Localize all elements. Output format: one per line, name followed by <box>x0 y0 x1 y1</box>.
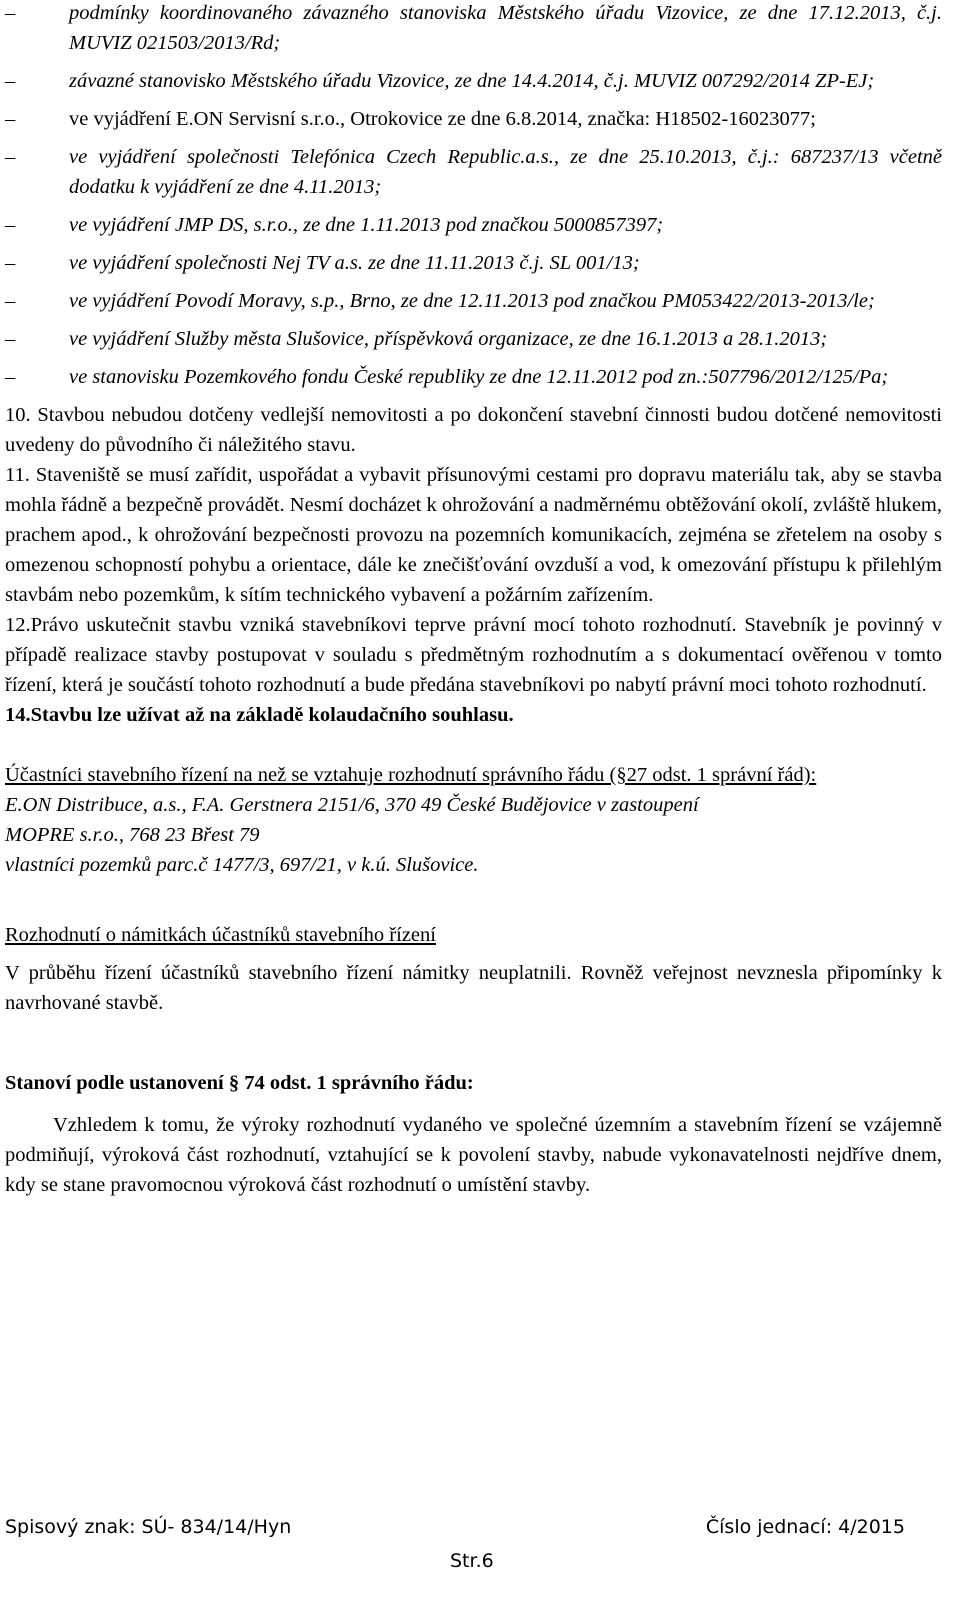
dash-bullet: – <box>5 2 16 24</box>
list-item <box>5 104 942 134</box>
list-item <box>5 142 942 202</box>
paragraph-14: 14.Stavbu lze užívat až na základě kolaudačního souhlasu. <box>5 704 514 726</box>
dash-bullet: – <box>5 70 16 92</box>
page-number: Str.6 <box>450 1550 494 1572</box>
list-item-text: ve vyjádření Služby města Slušovice, příspěvková organizace, ze dne 16.1.2013 a 28.1.2013; <box>69 328 828 350</box>
determination-text <box>5 1110 942 1200</box>
dash-bullet: – <box>5 252 16 274</box>
dash-bullet: – <box>5 214 16 236</box>
dash-bullet: – <box>5 366 16 388</box>
list-item <box>5 248 942 278</box>
determination-body: Vzhledem k tomu, že výroky rozhodnutí vydaného ve společné územním a stavebním řízení se vzájemně podmiňují, výroková část rozhodnutí, vztahující se k povolení stavby, nabude vykonavatelnosti nejdříve dnem, kdy se stane pravomocnou výroková část rozhodnutí o umístění stavby. <box>5 1114 942 1196</box>
list-item-text: ve vyjádření JMP DS, s.r.o., ze dne 1.11.2013 pod značkou 5000857397; <box>69 214 664 236</box>
conditions-list <box>5 0 942 392</box>
paragraph-number: 11. <box>5 464 30 486</box>
objections-text: V průběhu řízení účastníků stavebního řízení námitky neuplatnili. Rovněž veřejnost nevznesla připomínky k navrhované stavbě. <box>5 962 942 1014</box>
list-item-text: podmínky koordinovaného závazného stanoviska Městského úřadu Vizovice, ze dne 17.12.2013, č.j. MUVIZ 021503/2013/Rd; <box>69 2 942 54</box>
dash-bullet: – <box>5 290 16 312</box>
list-item <box>5 324 942 354</box>
determination-heading: Stanoví podle ustanovení § 74 odst. 1 správního řádu: <box>5 1072 474 1094</box>
document-page <box>5 0 942 1200</box>
list-item-text: ve vyjádření Povodí Moravy, s.p., Brno, ze dne 12.11.2013 pod značkou PM053422/2013-2013/le; <box>69 290 875 312</box>
list-item <box>5 210 942 240</box>
list-item <box>5 362 942 392</box>
paragraph-10 <box>5 400 942 460</box>
paragraph-11 <box>5 460 942 610</box>
dash-bullet: – <box>5 146 16 168</box>
file-mark: Spisový znak: SÚ- 834/14/Hyn <box>5 1516 292 1538</box>
dash-bullet: – <box>5 328 16 350</box>
paragraph-number: 12. <box>5 614 31 636</box>
participants-heading: Účastníci stavebního řízení na než se vztahuje rozhodnutí správního řádu (§27 odst. 1 správní řád): <box>5 764 817 786</box>
list-item-text: závazné stanovisko Městského úřadu Vizovice, ze dne 14.4.2014, č.j. MUVIZ 007292/2014 ZP-EJ; <box>69 70 875 92</box>
paragraph-number: 10. <box>5 404 31 426</box>
participant-line: E.ON Distribuce, a.s., F.A. Gerstnera 2151/6, 370 49 České Budějovice v zastoupení <box>5 794 699 816</box>
list-item-text: ve vyjádření společnosti Nej TV a.s. ze dne 11.11.2013 č.j. SL 001/13; <box>69 252 640 274</box>
paragraph-12 <box>5 610 942 700</box>
list-item <box>5 286 942 316</box>
list-item-text: ve stanovisku Pozemkového fondu České republiky ze dne 12.11.2012 pod zn.:507796/2012/125/Pa; <box>69 366 889 388</box>
reference-number: Číslo jednací: 4/2015 <box>705 1516 905 1538</box>
paragraph-text: Stavbou nebudou dotčeny vedlejší nemovitosti a po dokončení stavební činnosti budou dotčené nemovitosti uvedeny do původního či náležitého stavu. <box>5 404 942 456</box>
list-item-text: ve vyjádření společnosti Telefónica Czech Republic.a.s., ze dne 25.10.2013, č.j.: 687237/13 včetně dodatku k vyjádření ze dne 4.11.2013; <box>69 146 942 198</box>
objections-heading: Rozhodnutí o námitkách účastníků stavebního řízení <box>5 924 436 946</box>
list-item-text: ve vyjádření E.ON Servisní s.r.o., Otrokovice ze dne 6.8.2014, značka: H18502-16023077; <box>69 108 816 130</box>
list-item <box>5 66 942 96</box>
participant-line: vlastníci pozemků parc.č 1477/3, 697/21, v k.ú. Slušovice. <box>5 854 479 876</box>
participant-line: MOPRE s.r.o., 768 23 Břest 79 <box>5 824 260 846</box>
dash-bullet: – <box>5 108 16 130</box>
paragraph-text: Právo uskutečnit stavbu vzniká stavebníkovi teprve právní mocí tohoto rozhodnutí. Stavebník je povinný v případě realizace stavby postupovat v souladu s předmětným rozhodnutím a s dokumentací ověřenou v tomto řízení, která je součástí tohoto rozhodnutí a bude předána stavebníkovi po nabytí právní moci tohoto rozhodnutí. <box>5 614 942 696</box>
list-item <box>5 0 942 58</box>
paragraph-text: Staveniště se musí zařídit, uspořádat a vybavit přísunovými cestami pro dopravu materiálu tak, aby se stavba mohla řádně a bezpečně provádět. Nesmí docházet k ohrožování a nadměrnému obtěžování okolí, zvláště hlukem, prachem apod., k ohrožování bezpečnosti provozu na pozemních komunikacích, zejména se zřetelem na osoby s omezenou schopností pohybu a orientace, dále ke znečišťování ovzduší a vod, k omezování přístupu k přilehlým stavbám nebo pozemkům, k sítím technického vybavení a požárním zařízením. <box>5 464 942 606</box>
